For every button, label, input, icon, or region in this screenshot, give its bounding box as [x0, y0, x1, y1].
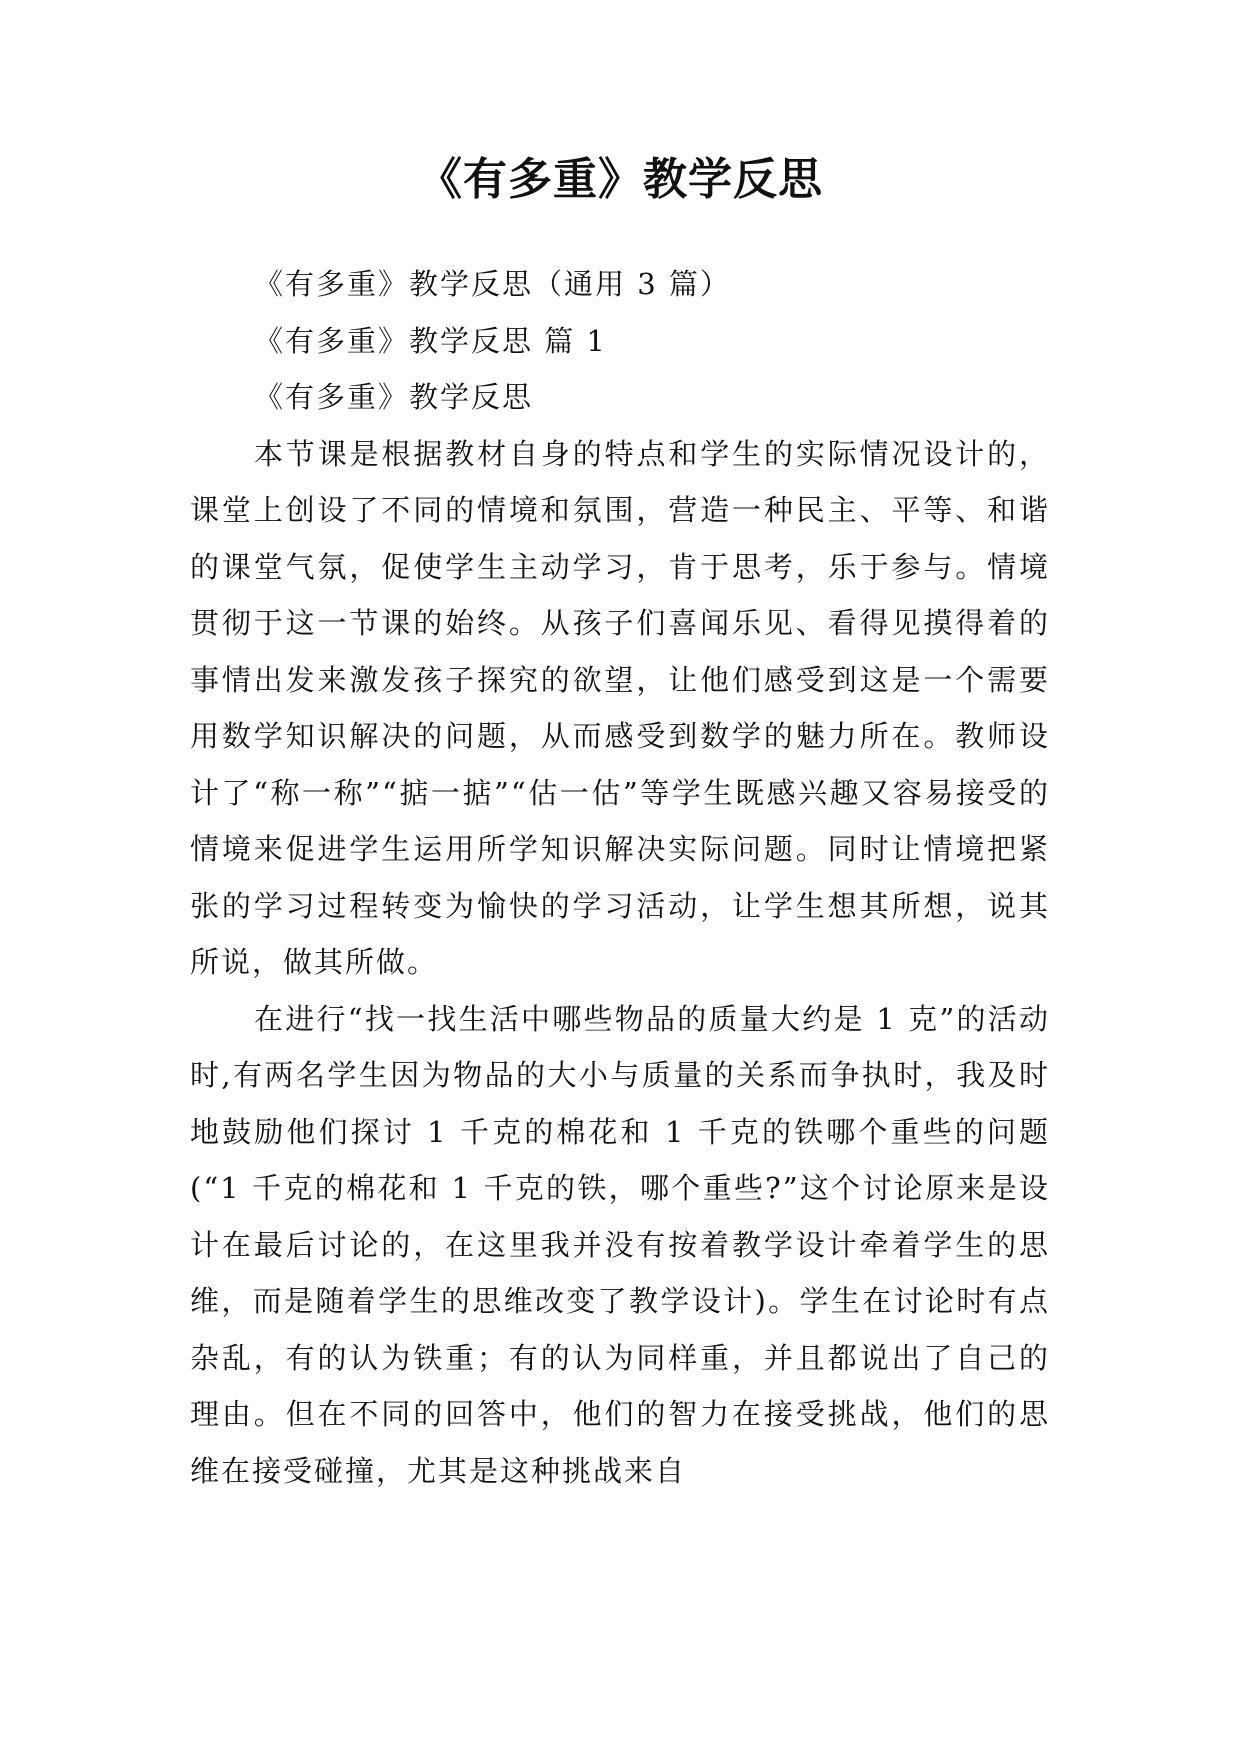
document-title: 《有多重》教学反思 [418, 154, 823, 205]
heading-subtitle: 《有多重》教学反思 [254, 380, 534, 414]
heading-collection: 《有多重》教学反思（通用 3 篇） [254, 267, 731, 301]
paragraph-1: 本节课是根据教材自身的特点和学生的实际情况设计的，课堂上创设了不同的情境和氛围，营造一种民主、平等、和谐的课堂气氛，促使学生主动学习，肯于思考，乐于参与。情境贯彻于这一节课的始终。从孩子们喜闻乐见、看得见摸得着的事情出发来激发孩子探究的欲望，让他们感受到这是一个需要用数学知识解决的问题，从而感受到数学的魅力所在。教师设计了“称一称”“掂一掂”“估一估”等学生既感兴趣又容易接受的情境来促进学生运用所学知识解决实际问题。同时让情境把紧张的学习过程转变为愉快的学习活动，让学生想其所想，说其所说，做其所做。 [190, 436, 1050, 979]
document-body [190, 256, 1050, 1499]
heading-part-1: 《有多重》教学反思 篇 1 [254, 323, 607, 358]
paragraph-2: 在进行“找一找生活中哪些物品的质量大约是 1 克”的活动时,有两名学生因为物品的大小与质量的关系而争执时，我及时地鼓励他们探讨 1 千克的棉花和 1 千克的铁哪个重些的问题(“1 千克的棉花和 1 千克的铁，哪个重些?”这个讨论原来是设计在最后讨论的，在这里我并没有按着教学设计牵着学生的思维，而是随着学生的思维改变了教学设计)。学生在讨论时有点杂乱，有的认为铁重；有的认为同样重，并且都说出了自己的理由。但在不同的回答中，他们的智力在接受挑战，他们的思维在接受碰撞，尤其是这种挑战来自 [190, 1001, 1050, 1488]
